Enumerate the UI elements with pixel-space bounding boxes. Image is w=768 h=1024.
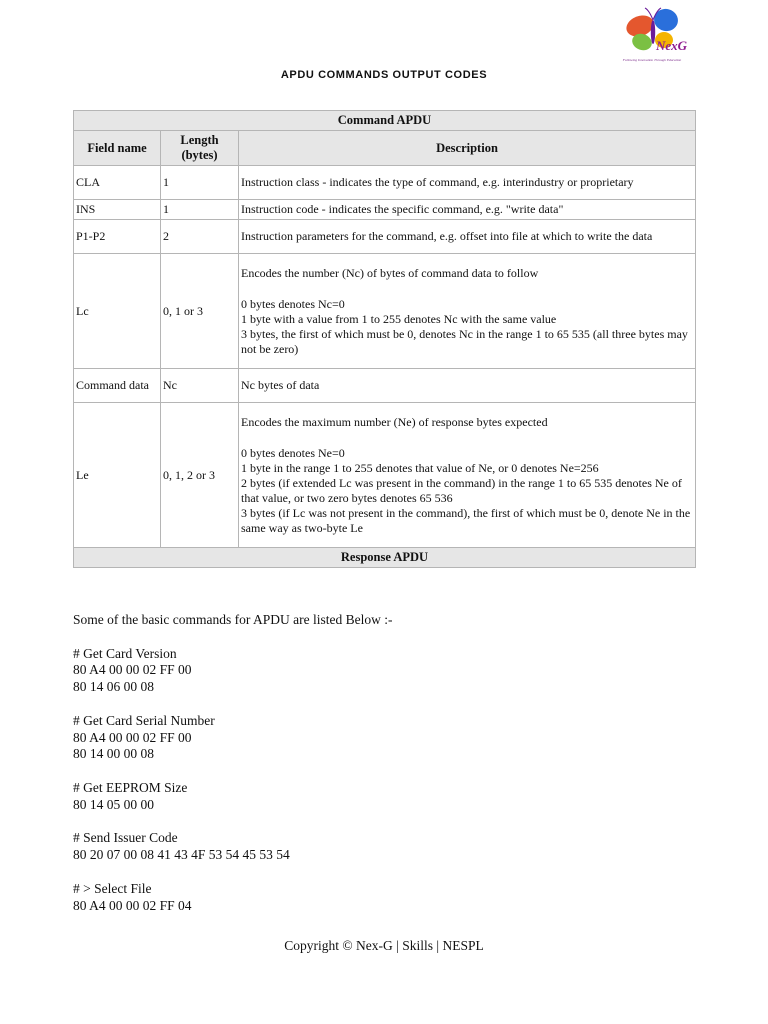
description-line: Encodes the number (Nc) of bytes of command data to follow [241,265,539,280]
row-length: 1 [161,166,239,200]
description-line: 3 bytes, the first of which must be 0, denotes Nc in the range 1 to 65 535 (all three bytes may not be zero) [241,326,688,356]
table-row [74,166,696,200]
header-description: Description [239,131,696,166]
header-length-line1: Length [180,133,219,147]
row-description [239,200,696,220]
command-block [73,713,693,763]
command-block [73,780,693,814]
command-bytes: 80 14 00 00 08 [73,746,154,762]
row-length: 2 [161,220,239,254]
row-description [239,220,696,254]
header-length [161,131,239,166]
table-row [74,369,696,403]
command-block [73,646,693,696]
apdu-table [73,110,696,568]
description-line: Encodes the maximum number (Ne) of response bytes expected [241,414,548,429]
response-apdu-band: Response APDU [74,548,696,568]
row-field: INS [74,200,161,220]
command-heading: # Get Card Serial Number [73,712,215,728]
header-field-name: Field name [74,131,161,166]
description-line: Nc bytes of data [241,378,320,392]
description-line: Instruction class - indicates the type of command, e.g. interindustry or proprietary [241,175,634,189]
command-bytes: 80 20 07 00 08 41 43 4F 53 54 45 53 54 [73,847,290,863]
row-description [239,166,696,200]
commands-section [73,612,693,931]
row-length: 0, 1, 2 or 3 [161,403,239,548]
table-row [74,200,696,220]
description-line: Instruction code - indicates the specific command, e.g. "write data" [241,202,564,216]
table-row [74,254,696,369]
copyright-footer: Copyright © Nex-G | Skills | NESPL [284,938,484,953]
row-field: P1-P2 [74,220,161,254]
command-bytes: 80 A4 00 00 02 FF 00 [73,662,192,678]
logo-tagline: Following Innovation Through Education [622,58,682,62]
logo-brand-text: NexG [656,38,688,53]
command-bytes: 80 14 05 00 00 [73,796,154,812]
row-length: 1 [161,200,239,220]
command-heading: # Send Issuer Code [73,830,178,846]
table-row [74,403,696,548]
command-block [73,881,693,915]
document-title: APDU COMMANDS OUTPUT CODES [280,69,488,81]
description-line: 1 byte with a value from 1 to 255 denotes Nc with the same value [241,311,557,326]
row-field: Lc [74,254,161,369]
description-line: 2 bytes (if extended Lc was present in the command) in the range 1 to 65 535 denotes Ne of that value, or two zero bytes denotes 65 536 [241,475,682,505]
row-length: 0, 1 or 3 [161,254,239,369]
nexg-logo [612,6,692,64]
row-field: Command data [74,369,161,403]
command-bytes: 80 A4 00 00 02 FF 00 [73,729,192,745]
description-line: 3 bytes (if Lc was not present in the command), the first of which must be 0, denote Ne in the same way as two-byte Le [241,505,691,535]
description-line: Instruction parameters for the command, e.g. offset into file at which to write the data [241,229,653,243]
row-description [239,403,696,548]
header-length-line2: (bytes) [181,148,218,162]
row-description [239,369,696,403]
description-line: 0 bytes denotes Ne=0 [241,445,345,460]
command-heading: # > Select File [73,880,152,896]
command-heading: # Get Card Version [73,645,177,661]
row-description [239,254,696,369]
description-line: 0 bytes denotes Nc=0 [241,296,345,311]
row-field: Le [74,403,161,548]
description-line: 1 byte in the range 1 to 255 denotes that value of Ne, or 0 denotes Ne=256 [241,460,599,475]
row-length: Nc [161,369,239,403]
command-heading: # Get EEPROM Size [73,779,188,795]
butterfly-logo-icon [612,6,692,60]
command-bytes: 80 A4 00 00 02 FF 04 [73,897,192,913]
table-row [74,220,696,254]
command-block [73,830,693,864]
row-field: CLA [74,166,161,200]
command-bytes: 80 14 06 00 08 [73,679,154,695]
intro-text: Some of the basic commands for APDU are listed Below :- [73,612,393,627]
command-apdu-band: Command APDU [74,111,696,131]
